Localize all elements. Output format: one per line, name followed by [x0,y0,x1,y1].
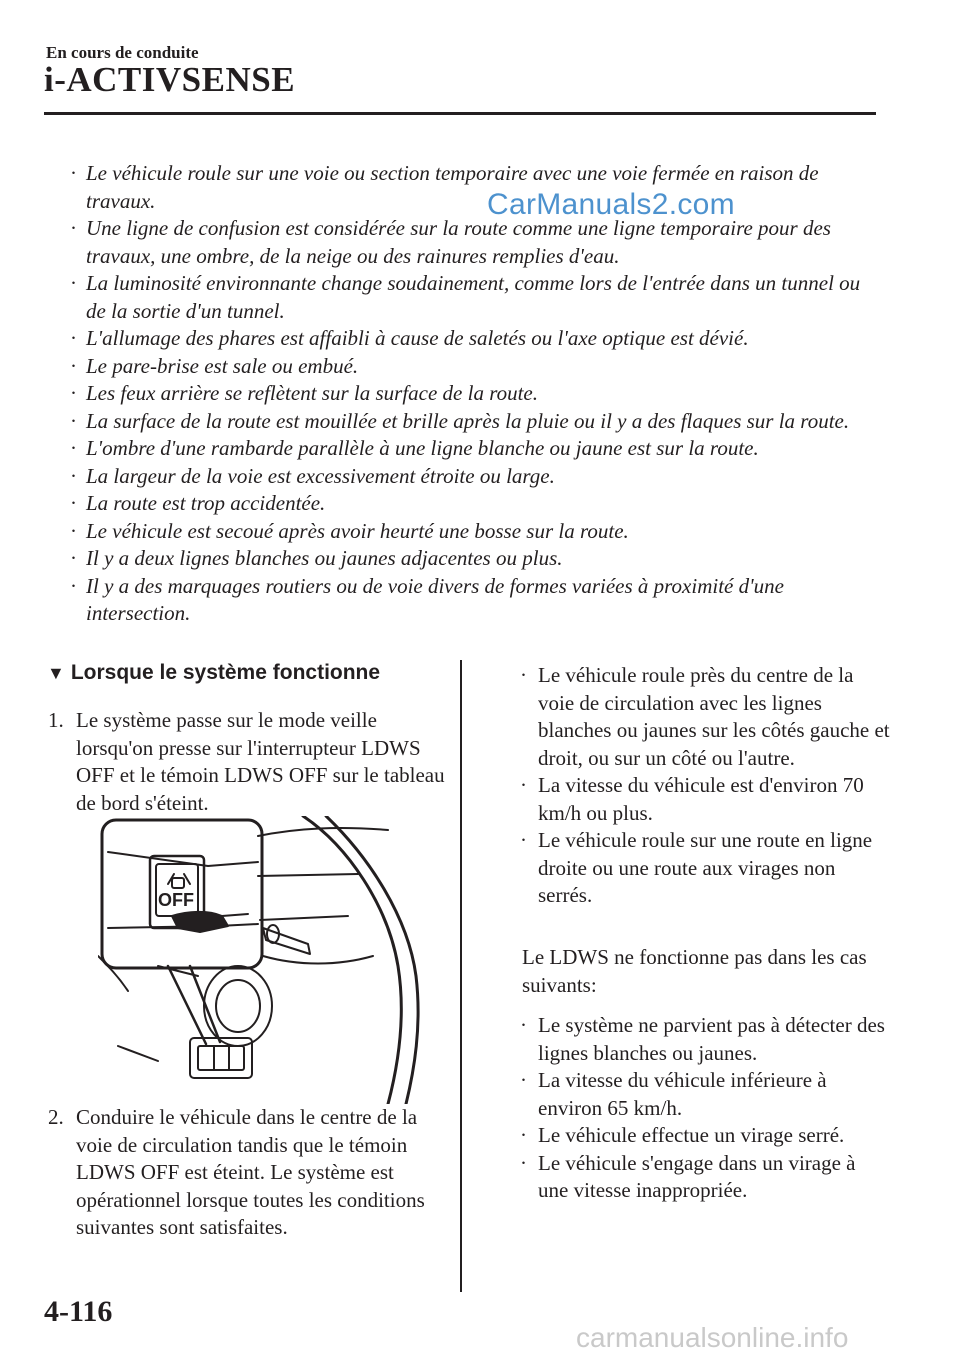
page-title: i-ACTIVSENSE [44,60,296,99]
list-item: · L'allumage des phares est affaibli à cause de saletés ou l'axe optique est dévié. [70,326,749,350]
step-1 [48,707,448,817]
list-item: · Le véhicule effectue un virage serré. [520,1123,845,1147]
list-item: · L'ombre d'une rambarde parallèle à une ligne blanche ou jaune est sur la route. [70,436,759,460]
list-item: · Une ligne de confusion est considérée sur la route comme une ligne temporaire pour des travaux, une ombre, de la neige ou des rainures remplies d'eau. [70,216,831,268]
list-item: · Il y a deux lignes blanches ou jaunes adjacentes ou plus. [70,546,563,570]
section-label: En cours de conduite [46,43,199,62]
page-number: 4-116 [44,1295,113,1328]
list-item: · Le système ne parvient pas à détecter des lignes blanches ou jaunes. [520,1013,885,1065]
not-working-intro: Le LDWS ne fonctionne pas dans les cas suivants: [522,945,867,997]
list-item: · La vitesse du véhicule est d'environ 70 km/h ou plus. [520,773,864,825]
misdetection-conditions-list [70,160,870,628]
step-text: Le système passe sur le mode veille lorsqu'on presse sur l'interrupteur LDWS OFF et le témoin LDWS OFF sur le tableau de bord s'éteint. [76,708,445,815]
step-number: 2. [48,1105,64,1129]
triangle-down-icon: ▼ [47,663,65,683]
step-2 [48,1104,448,1242]
step-number: 1. [48,708,64,732]
ldws-off-switch-illustration [98,816,458,1104]
list-item: · La route est trop accidentée. [70,491,326,515]
not-working-cases [520,1012,890,1205]
list-item: · La vitesse du véhicule inférieure à environ 65 km/h. [520,1068,827,1120]
list-item: · Le véhicule s'engage dans un virage à une vitesse inappropriée. [520,1150,856,1202]
list-item: · La surface de la route est mouillée et brille après la pluie ou il y a des flaques sur la route. [70,408,850,433]
watermark: CarManuals2.com [487,188,735,221]
list-item: · La largeur de la voie est excessivement étroite ou large. [70,463,555,488]
list-item: · Il y a des marquages routiers ou de voie divers de formes variées à proximité d'une intersection. [70,573,784,625]
list-item: · Le véhicule roule sur une route en ligne droite ou une route aux virages non serrés. [520,828,873,907]
column-divider [460,660,462,1292]
list-item: · Le véhicule est secoué après avoir heurté une bosse sur la route. [70,518,629,543]
list-item: · La luminosité environnante change soudainement, comme lors de l'entrée dans un tunnel ou de la sortie d'un tunnel. [70,271,861,323]
list-item: · Le véhicule roule sur une voie ou section temporaire avec une voie fermée en raison de travaux. [70,161,819,213]
step-text: Conduire le véhicule dans le centre de la voie de circulation tandis que le témoin LDWS OFF est éteint. Le système est opérationnel lorsque toutes les conditions suivantes sont satisfaites. [76,1105,425,1239]
header-divider [44,112,876,115]
operational-conditions [520,662,890,910]
list-item: · Le véhicule roule près du centre de la voie de circulation avec les lignes blanches ou jaunes sur les côtés gauche et droit, ou sur un côté ou l'autre. [520,663,890,770]
switch-label: OFF [158,890,194,910]
section-heading: ▼ Lorsque le système fonctionne [47,661,381,684]
list-item: · Les feux arrière se reflètent sur la surface de la route. [70,381,539,405]
list-item: · Le pare-brise est sale ou embué. [70,353,359,378]
site-watermark: carmanualsonline.info [576,1322,849,1353]
